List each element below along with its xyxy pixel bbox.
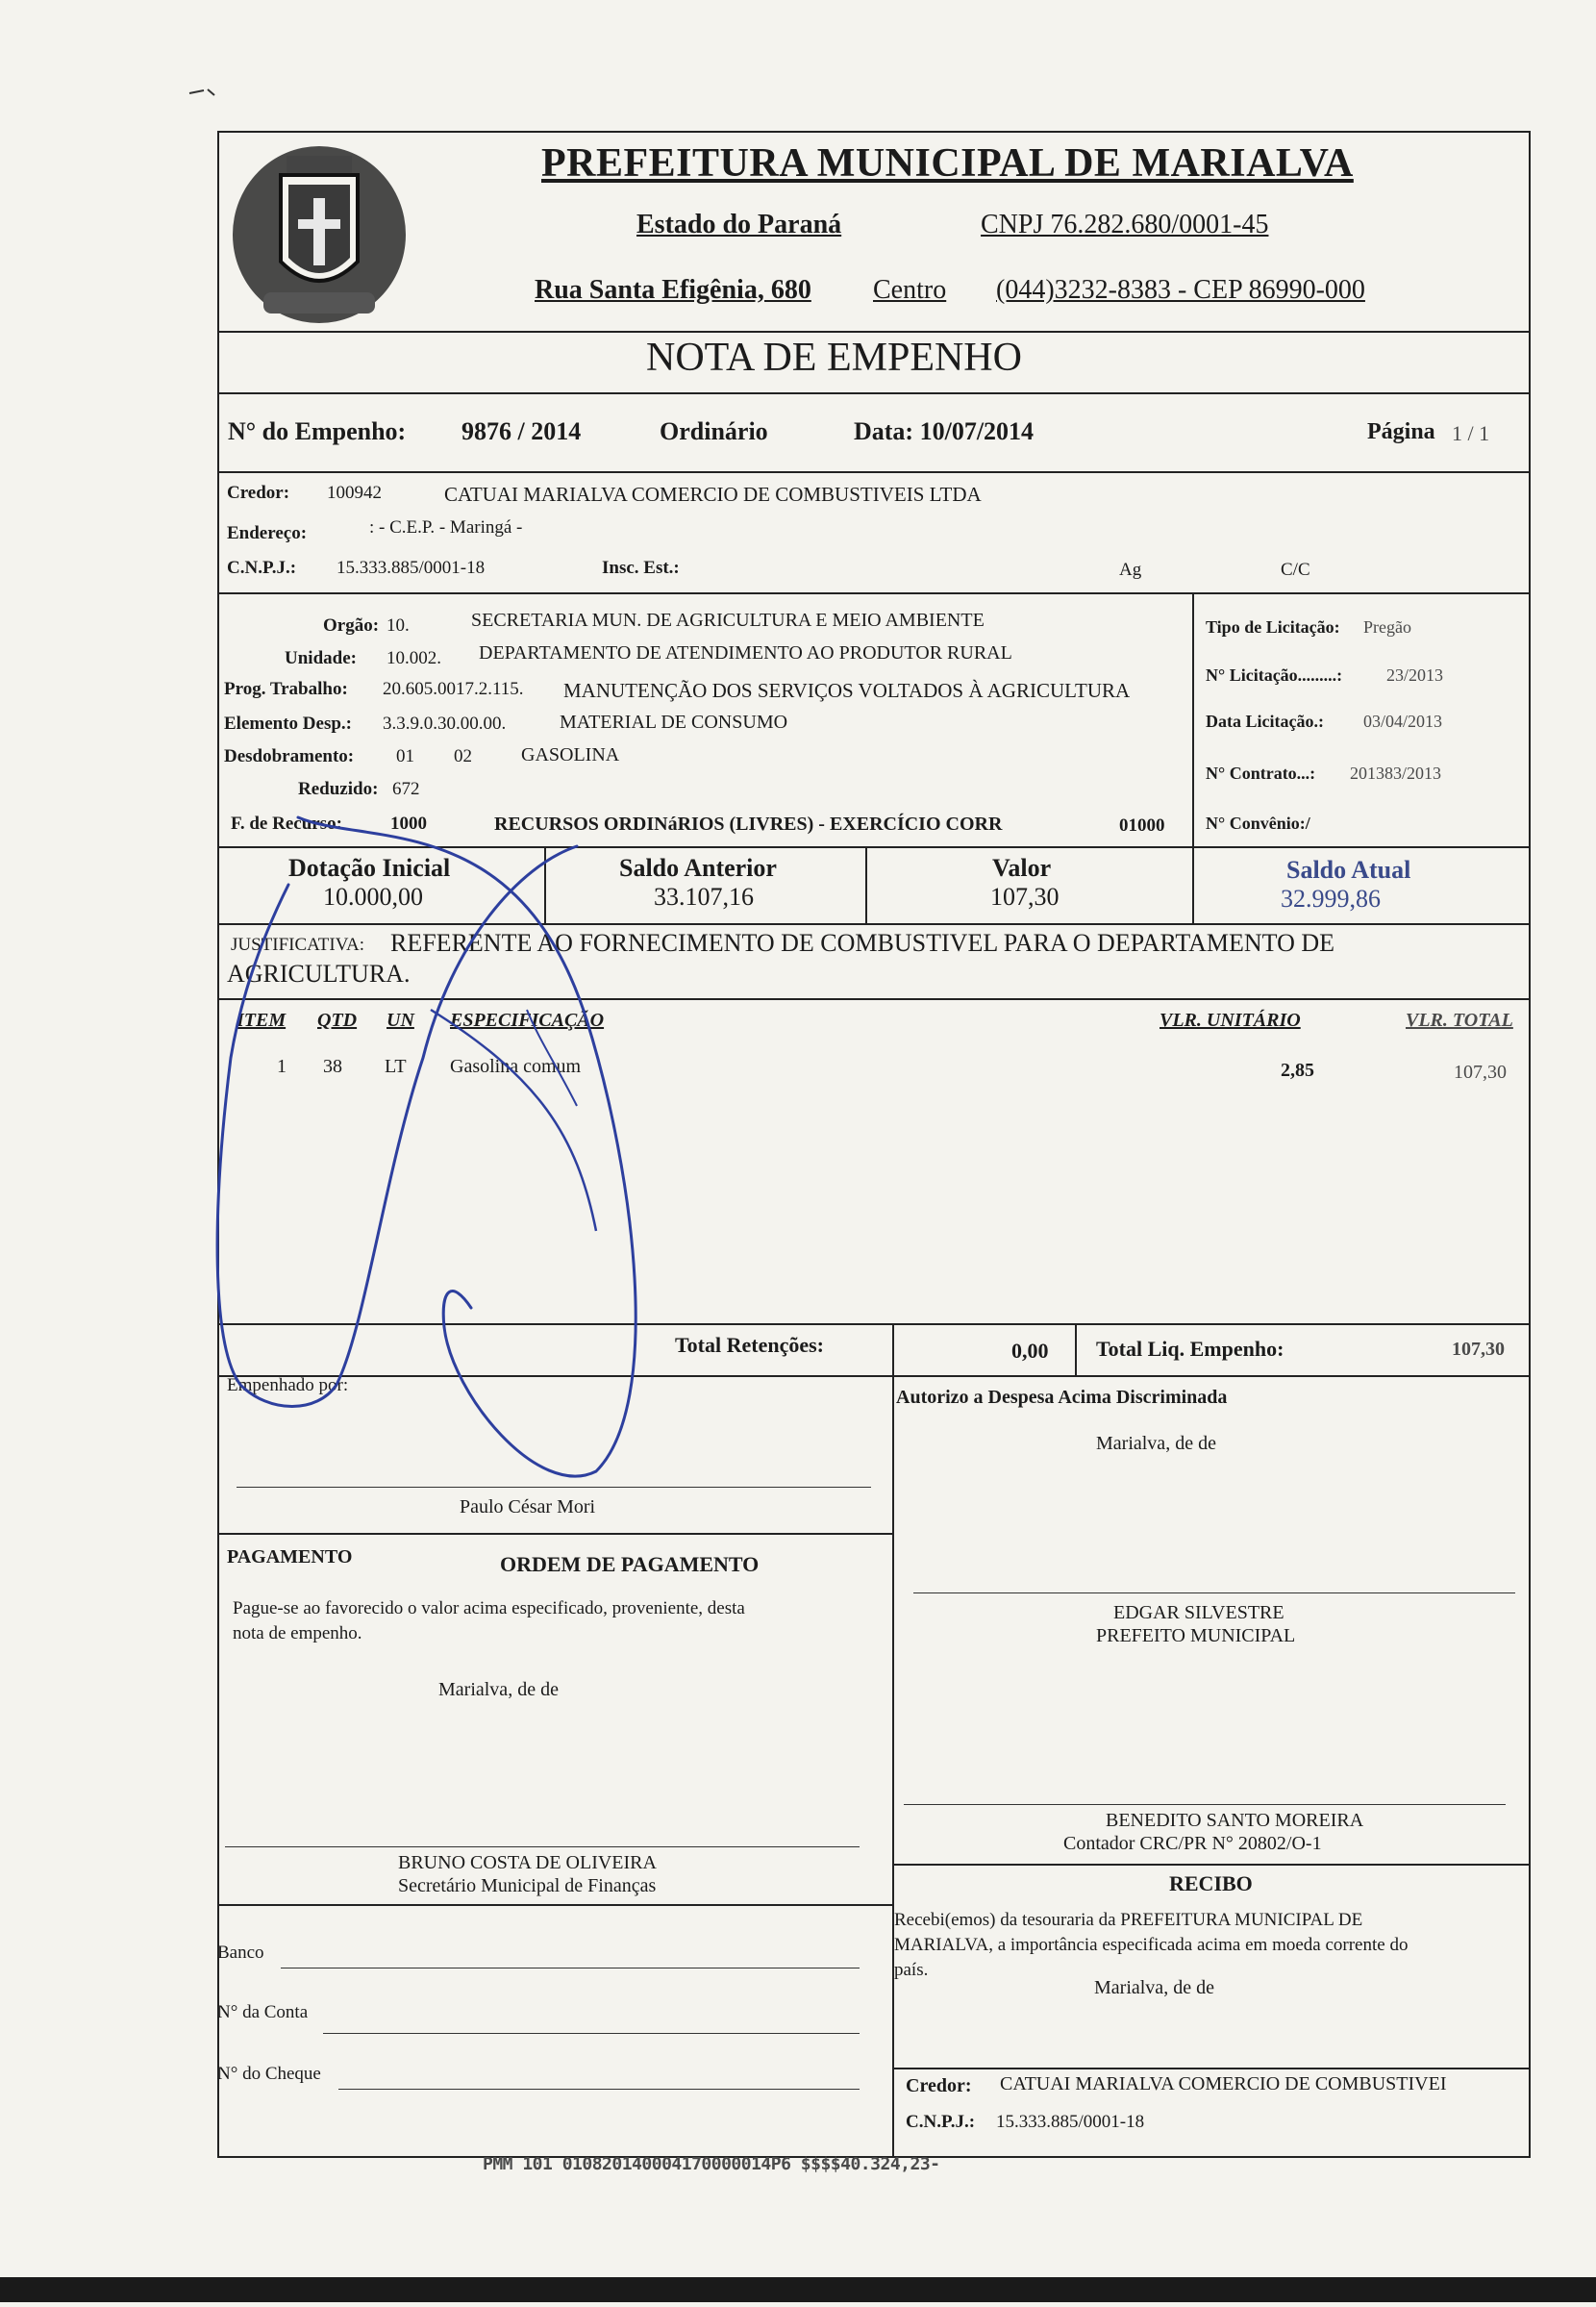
empenhado-por-name: Paulo César Mori xyxy=(460,1496,596,1517)
address-phone-cep: (044)3232-8383 - CEP 86990-000 xyxy=(996,275,1365,305)
insc-est-label: Insc. Est.: xyxy=(602,558,680,578)
pagamento-label: PAGAMENTO xyxy=(227,1546,353,1567)
reduzido-value: 672 xyxy=(392,779,420,799)
empenho-number-label: N° do Empenho: xyxy=(228,417,407,445)
recibo-credor-label: Credor: xyxy=(906,2075,972,2096)
credor-code: 100942 xyxy=(327,483,382,503)
recibo-text-2: MARIALVA, a importância especificada acima em moeda corrente do xyxy=(894,1935,1409,1955)
justificativa-line-1: REFERENTE AO FORNECIMENTO DE COMBUSTIVEL PARA O DEPARTAMENTO DE xyxy=(390,929,1335,957)
item-vlr-unit: 2,85 xyxy=(1281,1060,1314,1081)
divider xyxy=(892,1375,894,1866)
data-licitacao-label: Data Licitação.: xyxy=(1206,712,1324,731)
pagamento-text-2: nota de empenho. xyxy=(233,1623,362,1643)
retencoes-value: 0,00 xyxy=(1011,1339,1049,1363)
prefeito-role: PREFEITO MUNICIPAL xyxy=(1096,1625,1296,1646)
tipo-licitacao-value: Pregão xyxy=(1363,617,1411,637)
valor-value: 107,30 xyxy=(990,883,1060,911)
unidade-name: DEPARTAMENTO DE ATENDIMENTO AO PRODUTOR RURAL xyxy=(479,642,1012,664)
contador-name: BENEDITO SANTO MOREIRA xyxy=(1106,1810,1364,1831)
secretario-name: BRUNO COSTA DE OLIVEIRA xyxy=(398,1852,657,1873)
retencoes-label: Total Retenções: xyxy=(675,1333,824,1357)
saldo-anterior-label: Saldo Anterior xyxy=(619,854,777,882)
divider xyxy=(217,1323,1531,1325)
address-district: Centro xyxy=(873,275,947,305)
pagamento-text-1: Pague-se ao favorecido o valor acima especificado, proveniente, desta xyxy=(233,1598,745,1618)
empenho-number: 9876 / 2014 xyxy=(461,417,582,445)
ordem-pagamento-label: ORDEM DE PAGAMENTO xyxy=(500,1552,760,1576)
signature-line xyxy=(237,1487,871,1488)
item-vlr-total: 107,30 xyxy=(1454,1062,1507,1083)
prefeito-name: EDGAR SILVESTRE xyxy=(1113,1602,1284,1623)
orgao-label: Orgão: xyxy=(323,615,380,636)
endereco-value: : - C.E.P. - Maringá - xyxy=(369,517,523,538)
elemento-name: MATERIAL DE CONSUMO xyxy=(560,712,788,733)
credor-label: Credor: xyxy=(227,483,290,503)
desdobramento-a: 01 xyxy=(396,746,414,766)
col-espec-header: ESPECIFICAÇÃO xyxy=(450,1010,605,1031)
scan-edge xyxy=(0,2277,1596,2302)
num-licitacao-label: N° Licitação.........: xyxy=(1206,665,1343,685)
saldo-atual-label: Saldo Atual xyxy=(1286,856,1411,884)
ag-label: Ag xyxy=(1119,560,1142,580)
contador-role: Contador CRC/PR N° 20802/O-1 xyxy=(1063,1833,1322,1854)
banco-label: Banco xyxy=(217,1943,264,1963)
divider xyxy=(217,392,1531,394)
dotacao-value: 10.000,00 xyxy=(323,883,423,911)
elemento-code: 3.3.9.0.30.00.00. xyxy=(383,714,507,734)
cnpj-label: C.N.P.J.: xyxy=(227,558,297,578)
divider xyxy=(1192,846,1194,923)
divider xyxy=(892,2068,1531,2069)
document-title: NOTA DE EMPENHO xyxy=(646,336,1022,380)
page-number: 1 / 1 xyxy=(1452,421,1490,445)
prefeitura-title: PREFEITURA MUNICIPAL DE MARIALVA xyxy=(541,141,1354,186)
signature-line xyxy=(913,1592,1515,1593)
col-item-header: ITEM xyxy=(237,1010,287,1031)
header-cnpj: CNPJ 76.282.680/0001-45 xyxy=(981,210,1269,239)
autorizo-date: Marialva, de de xyxy=(1096,1433,1216,1454)
top-left-speck xyxy=(188,85,215,94)
empenho-date: Data: 10/07/2014 xyxy=(854,417,1035,445)
num-licitacao-value: 23/2013 xyxy=(1386,665,1444,685)
credor-name: CATUAI MARIALVA COMERCIO DE COMBUSTIVEIS LTDA xyxy=(444,483,982,506)
endereco-label: Endereço: xyxy=(227,523,308,543)
recurso-label: F. de Recurso: xyxy=(231,814,342,834)
divider xyxy=(217,846,1531,848)
divider xyxy=(217,1533,892,1535)
recurso-name: RECURSOS ORDINáRIOS (LIVRES) - EXERCÍCIO CORR xyxy=(494,814,1003,835)
cheque-field-line xyxy=(338,2089,860,2090)
contrato-label: N° Contrato...: xyxy=(1206,764,1316,783)
divider xyxy=(217,592,1531,594)
divider xyxy=(217,331,1531,333)
justificativa-label: JUSTIFICATIVA: xyxy=(231,935,365,955)
page-label: Página xyxy=(1367,419,1435,444)
divider xyxy=(217,1375,1531,1377)
state-name: Estado do Paraná xyxy=(636,210,842,239)
divider xyxy=(217,923,1531,925)
total-liquido-label: Total Liq. Empenho: xyxy=(1096,1337,1284,1361)
divider xyxy=(1192,592,1194,846)
recibo-date: Marialva, de de xyxy=(1094,1977,1214,1998)
justificativa-line-2: AGRICULTURA. xyxy=(227,960,411,988)
total-liquido-value: 107,30 xyxy=(1452,1339,1505,1360)
divider xyxy=(544,846,546,923)
recibo-text-3: país. xyxy=(894,1960,929,1980)
prog-label: Prog. Trabalho: xyxy=(224,679,348,699)
desdobramento-label: Desdobramento: xyxy=(224,746,355,766)
col-un-header: UN xyxy=(387,1010,414,1031)
item-number: 1 xyxy=(277,1056,287,1077)
divider xyxy=(1075,1323,1077,1377)
divider xyxy=(892,1864,894,2158)
unidade-code: 10.002. xyxy=(387,648,441,668)
desdobramento-b: 02 xyxy=(454,746,472,766)
signature-line xyxy=(225,1846,860,1847)
divider xyxy=(217,471,1531,473)
recibo-cnpj-label: C.N.P.J.: xyxy=(906,2112,976,2132)
prog-code: 20.605.0017.2.115. xyxy=(383,679,524,699)
cheque-label: N° do Cheque xyxy=(217,2064,321,2084)
valor-label: Valor xyxy=(992,854,1052,882)
recurso-code: 1000 xyxy=(390,814,427,834)
item-qtd: 38 xyxy=(323,1056,342,1077)
cnpj-value: 15.333.885/0001-18 xyxy=(337,558,486,578)
recibo-credor-value: CATUAI MARIALVA COMERCIO DE COMBUSTIVEI xyxy=(1000,2073,1447,2094)
prog-name: MANUTENÇÃO DOS SERVIÇOS VOLTADOS À AGRICULTURA xyxy=(563,679,1131,702)
contrato-value: 201383/2013 xyxy=(1350,764,1442,783)
autorizo-label: Autorizo a Despesa Acima Discriminada xyxy=(896,1387,1228,1408)
reduzido-label: Reduzido: xyxy=(298,779,379,799)
col-qtd-header: QTD xyxy=(317,1010,358,1031)
cc-label: C/C xyxy=(1281,560,1310,580)
tipo-licitacao-label: Tipo de Licitação: xyxy=(1206,617,1340,637)
address-street: Rua Santa Efigênia, 680 xyxy=(535,275,811,305)
divider xyxy=(217,998,1531,1000)
recibo-label: RECIBO xyxy=(1169,1871,1253,1895)
recibo-text-1: Recebi(emos) da tesouraria da PREFEITURA MUNICIPAL DE xyxy=(894,1910,1363,1930)
convenio-label: N° Convênio:/ xyxy=(1206,814,1310,833)
empenho-type: Ordinário xyxy=(660,417,768,445)
empenhado-por-label: Empenhado por: xyxy=(227,1375,349,1395)
divider xyxy=(865,846,867,923)
conta-label: N° da Conta xyxy=(217,2002,309,2022)
orgao-name: SECRETARIA MUN. DE AGRICULTURA E MEIO AMBIENTE xyxy=(471,610,985,631)
dotacao-label: Dotação Inicial xyxy=(288,854,451,882)
divider xyxy=(892,1323,894,1377)
coat-of-arms-logo xyxy=(225,138,413,331)
orgao-code: 10. xyxy=(387,615,410,636)
elemento-label: Elemento Desp.: xyxy=(224,714,352,734)
recurso-code-2: 01000 xyxy=(1119,815,1165,836)
secretario-role: Secretário Municipal de Finanças xyxy=(398,1875,657,1896)
desdobramento-name: GASOLINA xyxy=(521,744,620,765)
divider xyxy=(217,1904,892,1906)
item-un: LT xyxy=(385,1056,407,1077)
unidade-label: Unidade: xyxy=(285,648,357,668)
signature-line xyxy=(904,1804,1506,1805)
divider xyxy=(892,1864,1531,1866)
data-licitacao-value: 03/04/2013 xyxy=(1363,712,1443,731)
pagamento-date: Marialva, de de xyxy=(438,1679,559,1700)
col-vlr-total-header: VLR. TOTAL xyxy=(1406,1010,1513,1031)
col-vlr-unit-header: VLR. UNITÁRIO xyxy=(1160,1010,1301,1031)
footer-code: PMM 101 010820140004170000014P6 $$$$40.324,23- xyxy=(483,2154,940,2174)
conta-field-line xyxy=(323,2033,860,2034)
item-espec: Gasolina comum xyxy=(450,1056,582,1077)
recibo-cnpj-value: 15.333.885/0001-18 xyxy=(996,2112,1145,2132)
saldo-atual-value: 32.999,86 xyxy=(1281,885,1381,913)
saldo-anterior-value: 33.107,16 xyxy=(654,883,754,911)
